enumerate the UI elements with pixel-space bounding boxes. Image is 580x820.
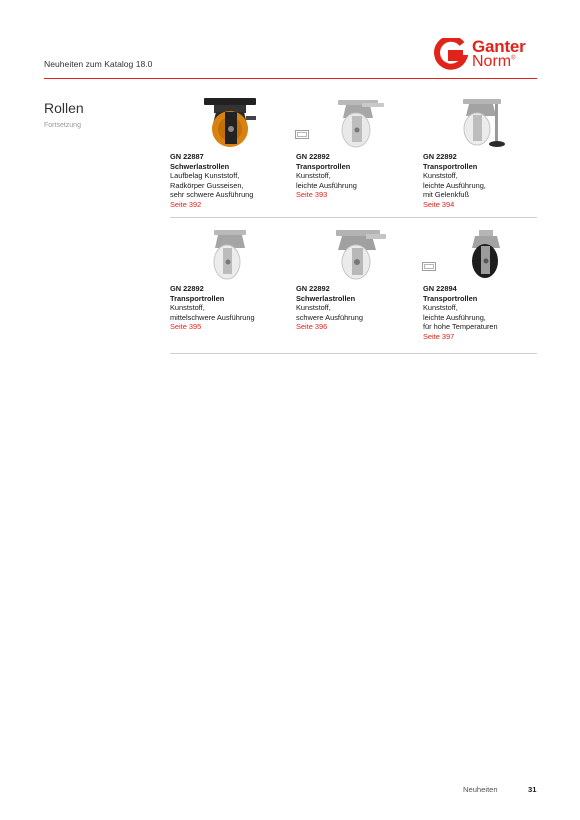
product-text — [296, 284, 416, 332]
product-desc-line: leichte Ausführung — [296, 180, 357, 190]
header-title: Neuheiten zum Katalog 18.0 — [44, 59, 153, 69]
product-code: GN 22887 — [170, 152, 204, 161]
swivel-caster-levelling-foot-icon — [423, 94, 541, 150]
product-title: Schwerlastrollen — [170, 161, 230, 171]
logo-registered-mark: ® — [511, 55, 516, 62]
section-title: Rollen — [44, 100, 84, 116]
logo-norm-text: Norm — [472, 53, 512, 70]
product-code: GN 22892 — [296, 284, 330, 293]
swivel-caster-white-wheel-icon — [170, 226, 288, 282]
product-text — [296, 152, 416, 200]
product-text — [423, 284, 543, 342]
page-link[interactable]: Seite 397 — [423, 331, 455, 341]
product-desc-line: schwere Ausführung — [296, 312, 363, 322]
row-divider — [170, 217, 537, 218]
logo-g-icon — [434, 38, 468, 70]
section-subtitle: Fortsetzung — [44, 122, 81, 129]
product-desc-line: sehr schwere Ausführung — [170, 190, 254, 200]
product-desc-line: Laufbelag Kunststoff, — [170, 171, 240, 181]
product-title: Transportrollen — [423, 161, 478, 171]
page-link[interactable]: Seite 392 — [170, 199, 202, 209]
footer-label: Neuheiten — [463, 785, 498, 794]
heavy-swivel-caster-brake-white-wheel-icon — [296, 226, 414, 282]
product-desc-line: Kunststoff, — [423, 171, 458, 181]
page-link[interactable]: Seite 394 — [423, 199, 455, 209]
product-text — [423, 152, 543, 210]
logo-line-ganter: Ganter — [472, 37, 526, 56]
product-desc-line: leichte Ausführung, — [423, 312, 486, 322]
page-link[interactable]: Seite 396 — [296, 322, 328, 332]
row-divider — [170, 353, 537, 354]
product-code: GN 22892 — [170, 284, 204, 293]
page-link[interactable]: Seite 393 — [296, 190, 328, 200]
product-desc-line: Kunststoff, — [296, 171, 331, 181]
stainless-steel-badge-icon — [295, 130, 309, 139]
product-desc-line: Kunststoff, — [423, 303, 458, 313]
product-title: Schwerlastrollen — [296, 293, 356, 303]
product-title: Transportrollen — [423, 293, 478, 303]
product-desc-line: Kunststoff, — [170, 303, 205, 313]
product-text — [170, 284, 290, 332]
logo-text — [472, 38, 526, 70]
header-divider — [44, 78, 537, 79]
product-code: GN 22894 — [423, 284, 457, 293]
page-link[interactable]: Seite 395 — [170, 322, 202, 332]
product-desc-line: Radkörper Gusseisen, — [170, 180, 244, 190]
product-text — [170, 152, 290, 210]
product-desc-line: für hohe Temperaturen — [423, 322, 498, 332]
logo-line-norm — [472, 54, 526, 70]
caster-black-wheel-bolt-hole-icon — [423, 226, 541, 282]
stainless-steel-badge-icon — [422, 262, 436, 271]
product-desc-line: Kunststoff, — [296, 303, 331, 313]
product-desc-line: mit Gelenkfuß — [423, 190, 470, 200]
product-code: GN 22892 — [296, 152, 330, 161]
swivel-caster-brake-white-wheel-icon — [296, 94, 414, 150]
product-title: Transportrollen — [296, 161, 351, 171]
product-title: Transportrollen — [170, 293, 225, 303]
product-desc-line: mittelschwere Ausführung — [170, 312, 255, 322]
heavy-duty-caster-orange-wheel-icon — [170, 94, 288, 150]
product-desc-line: leichte Ausführung, — [423, 180, 486, 190]
page-number: 31 — [528, 785, 537, 794]
brand-logo — [434, 38, 544, 72]
product-code: GN 22892 — [423, 152, 457, 161]
